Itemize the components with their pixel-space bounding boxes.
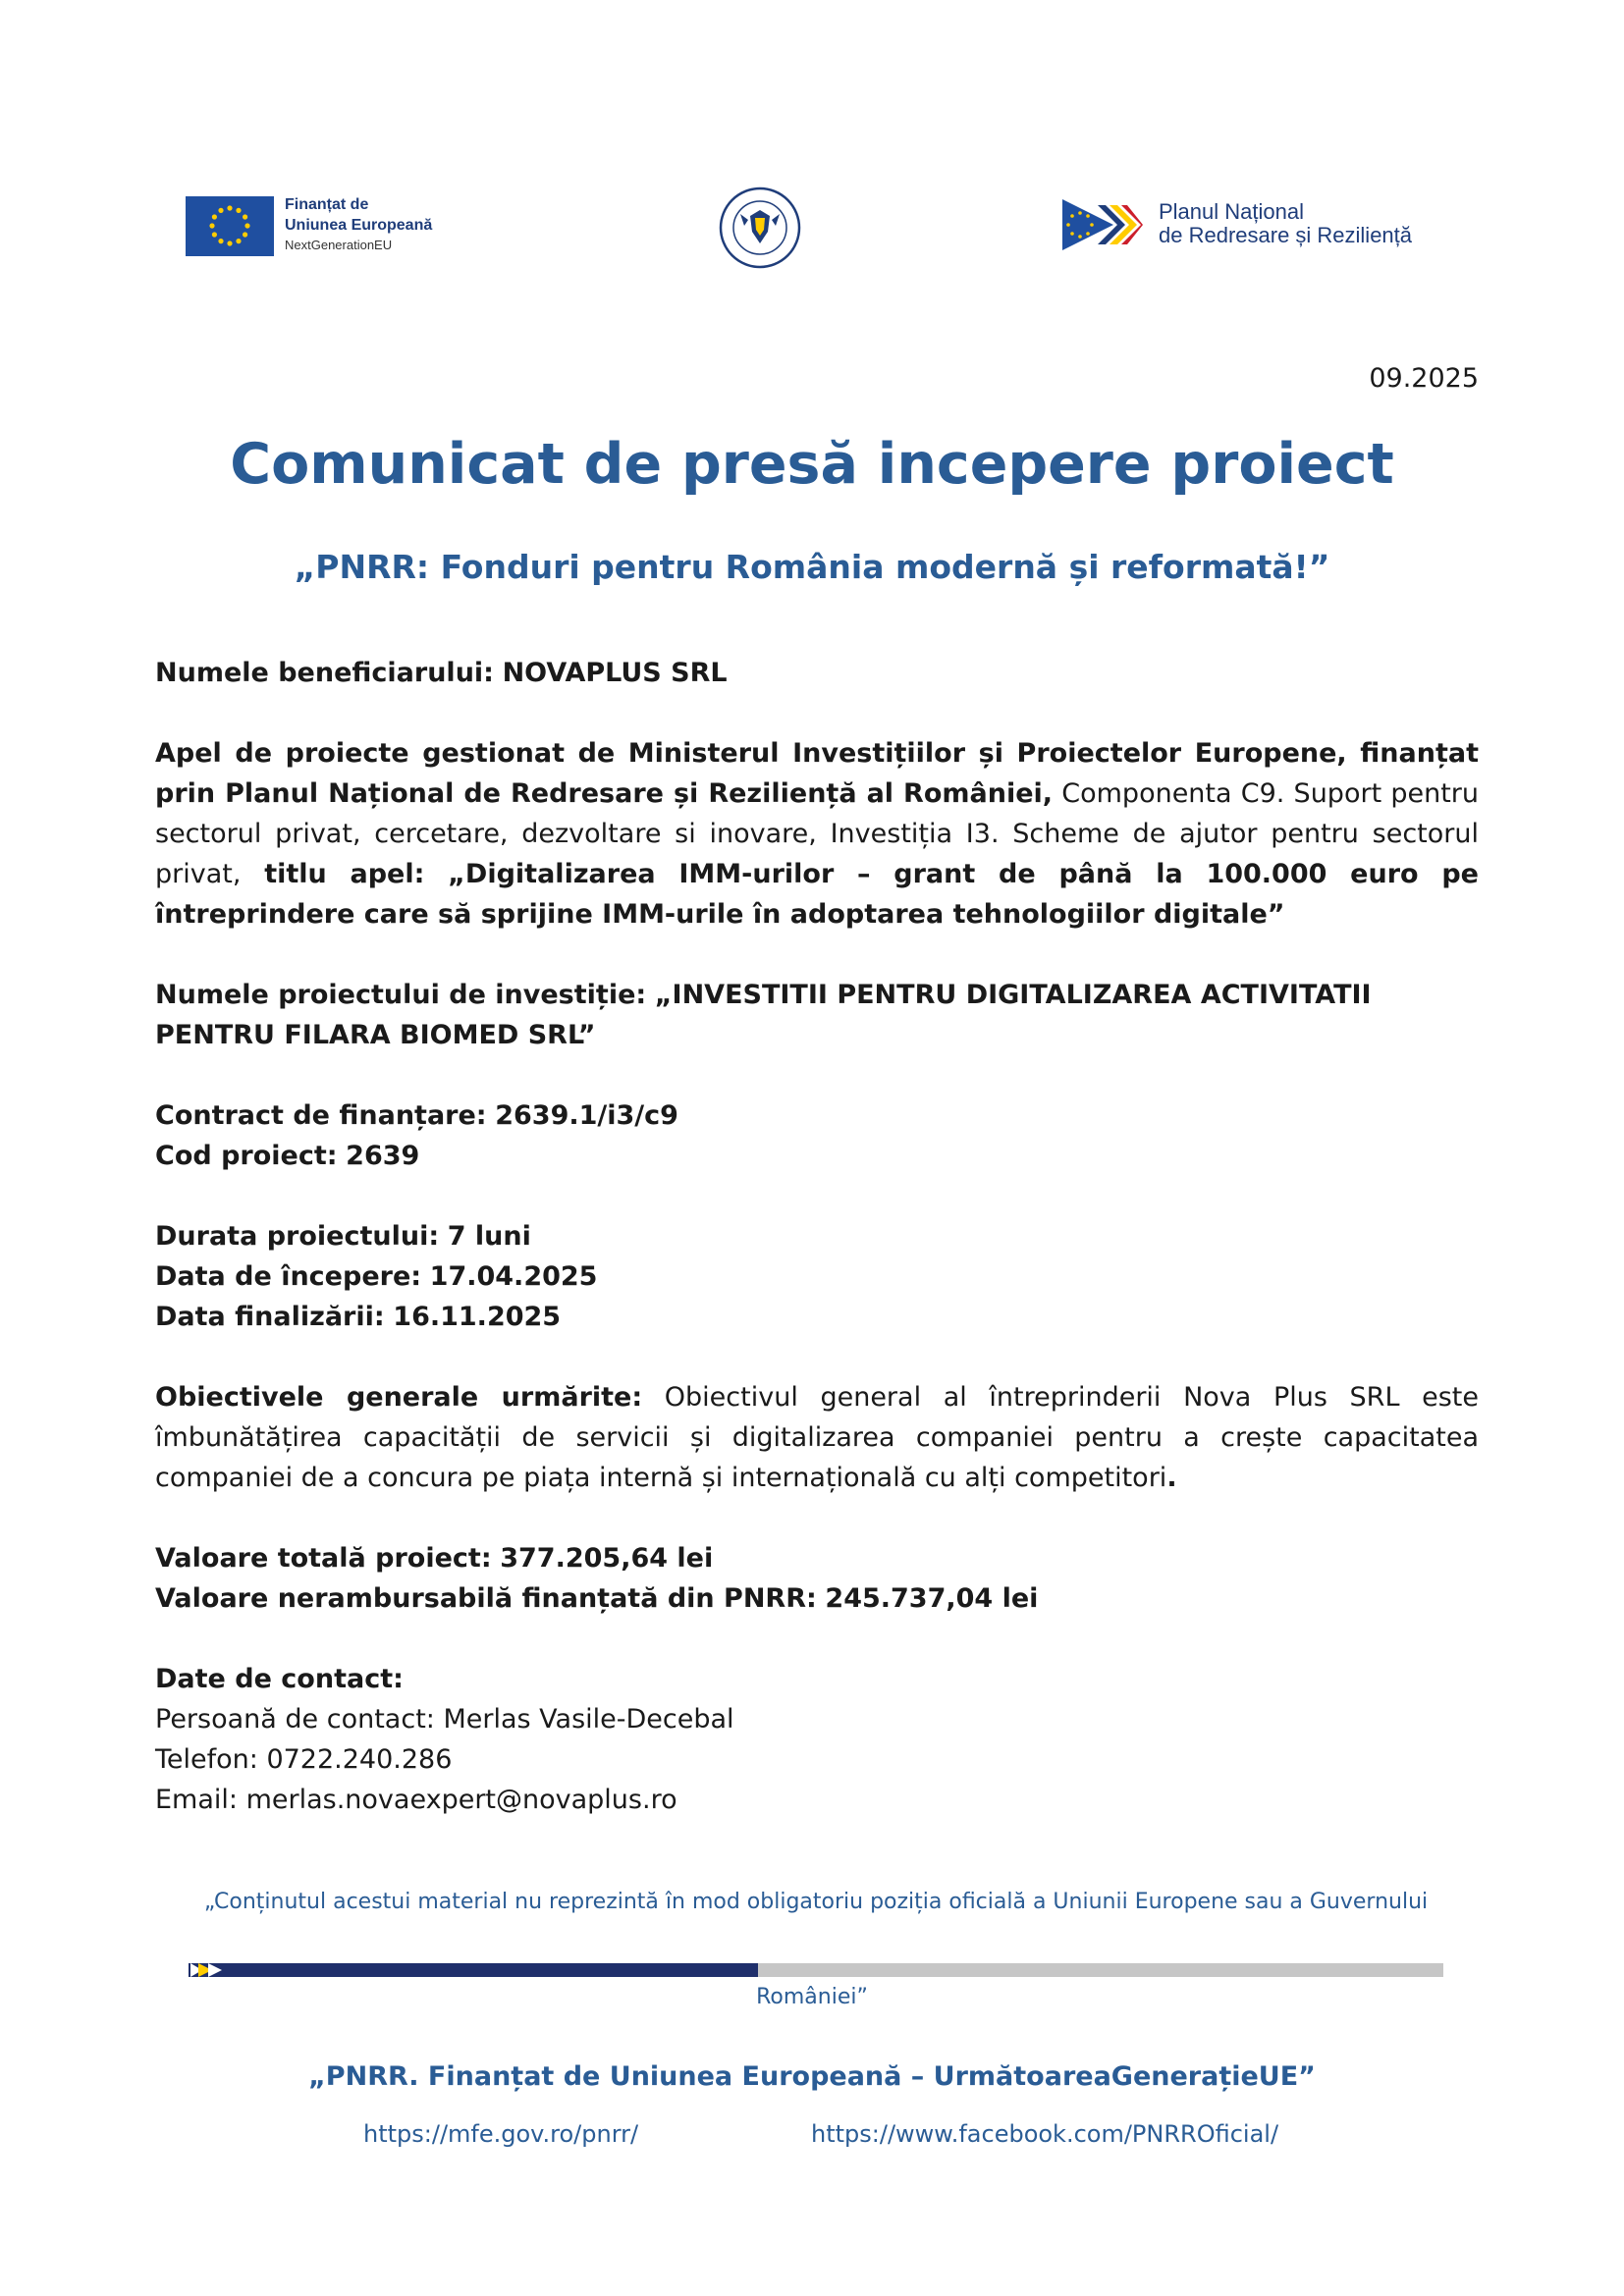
- eu-line-3: NextGenerationEU: [285, 238, 393, 252]
- total-value-label: Valoare totală proiect:: [155, 1543, 492, 1574]
- objectives-text: Obiectivul general al întreprinderii Nova Plus SRL este îmbunătățirea capacității de servicii și digitalizarea companiei pentru a crește capacitatea companiei de a concura pe piața internă și internațională cu alți competitori: [155, 1382, 1479, 1493]
- eu-flag-icon: [186, 196, 274, 256]
- project-name-label: Numele proiectului de investiție:: [155, 980, 647, 1010]
- duration-value: 7 luni: [447, 1221, 531, 1252]
- disclaimer-line-2: României”: [756, 1985, 868, 2009]
- total-value: 377.205,64 lei: [500, 1543, 714, 1574]
- contact-heading: Date de contact:: [155, 1664, 404, 1694]
- contract-block: [155, 1095, 1479, 1176]
- beneficiary-line: [155, 653, 1479, 693]
- contact-phone: Telefon: 0722.240.286: [155, 1744, 453, 1775]
- duration-block: [155, 1216, 1479, 1337]
- project-name-line: [155, 975, 1479, 1055]
- objectives-paragraph: [155, 1377, 1479, 1498]
- pnrr-line-1: Planul Național: [1159, 199, 1304, 224]
- contact-person: Persoană de contact: Merlas Vasile-Decebal: [155, 1704, 734, 1735]
- eu-line-2: Uniunea Europeană: [285, 217, 433, 234]
- document-date: 09.2025: [1369, 363, 1479, 394]
- pnrr-label: [1159, 200, 1412, 247]
- beneficiary-value: NOVAPLUS SRL: [502, 658, 728, 688]
- footer-slogan: „PNRR. Finanțat de Uniunea Europeană – UrmătoareaGenerațieUE”: [308, 2061, 1316, 2092]
- beneficiary-label: Numele beneficiarului:: [155, 658, 494, 688]
- press-release-body: [155, 653, 1479, 1860]
- eu-line-1: Finanțat de: [285, 196, 369, 213]
- facebook-link[interactable]: https://www.facebook.com/PNRROficial/: [811, 2120, 1279, 2148]
- code-value: 2639: [346, 1141, 420, 1171]
- end-label: Data finalizării:: [155, 1302, 385, 1332]
- contract-value: 2639.1/i3/c9: [495, 1100, 678, 1131]
- call-paragraph: [155, 733, 1479, 934]
- contact-block: [155, 1659, 1479, 1820]
- project-name-value: „INVESTITII PENTRU DIGITALIZAREA ACTIVITATII PENTRU FILARA BIOMED SRL”: [155, 980, 1372, 1050]
- grant-value: 245.737,04 lei: [825, 1583, 1039, 1614]
- call-intro: Apel de proiecte gestionat de Ministerul Investițiilor și Proiectelor Europene, finanțat prin Planul Național de Redresare și Reziliență al României,: [155, 738, 1479, 809]
- call-details: Componenta C9. Suport pentru sectorul privat, cercetare, dezvoltare si inovare, Investiția I3. Scheme de ajutor pentru sectorul privat,: [155, 778, 1480, 889]
- objectives-label: Obiectivele generale urmărite:: [155, 1382, 643, 1413]
- values-block: [155, 1538, 1479, 1619]
- call-title: titlu apel: „Digitalizarea IMM-urilor – grant de până la 100.000 euro pe întreprindere care să sprijine IMM-urile în adoptarea tehnologiilor digitale”: [155, 859, 1479, 930]
- contact-email[interactable]: Email: merlas.novaexpert@novaplus.ro: [155, 1785, 677, 1815]
- end-value: 16.11.2025: [393, 1302, 562, 1332]
- pnrr-line-2: de Redresare și Reziliență: [1159, 223, 1413, 247]
- objectives-end: .: [1166, 1463, 1177, 1493]
- duration-label: Durata proiectului:: [155, 1221, 440, 1252]
- code-label: Cod proiect:: [155, 1141, 338, 1171]
- start-value: 17.04.2025: [429, 1261, 598, 1292]
- pnrr-logo-icon: [1062, 199, 1143, 250]
- page-subtitle: „PNRR: Fonduri pentru România modernă și reformată!”: [294, 548, 1330, 586]
- disclaimer-line-1: „Conținutul acestui material nu reprezintă în mod obligatoriu poziția oficială a Uniunii Europene sau a Guvernului: [203, 1890, 1429, 1914]
- grant-value-label: Valoare nerambursabilă finanțată din PNRR:: [155, 1583, 817, 1614]
- pnrr-website-link[interactable]: https://mfe.gov.ro/pnrr/: [363, 2120, 639, 2148]
- start-label: Data de începere:: [155, 1261, 422, 1292]
- government-seal-icon: [719, 187, 801, 269]
- page-title: Comunicat de presă incepere proiect: [230, 432, 1394, 497]
- contract-label: Contract de finanțare:: [155, 1100, 487, 1131]
- footer-bar-icon: [189, 1961, 1443, 1979]
- eu-funding-label: [285, 194, 432, 255]
